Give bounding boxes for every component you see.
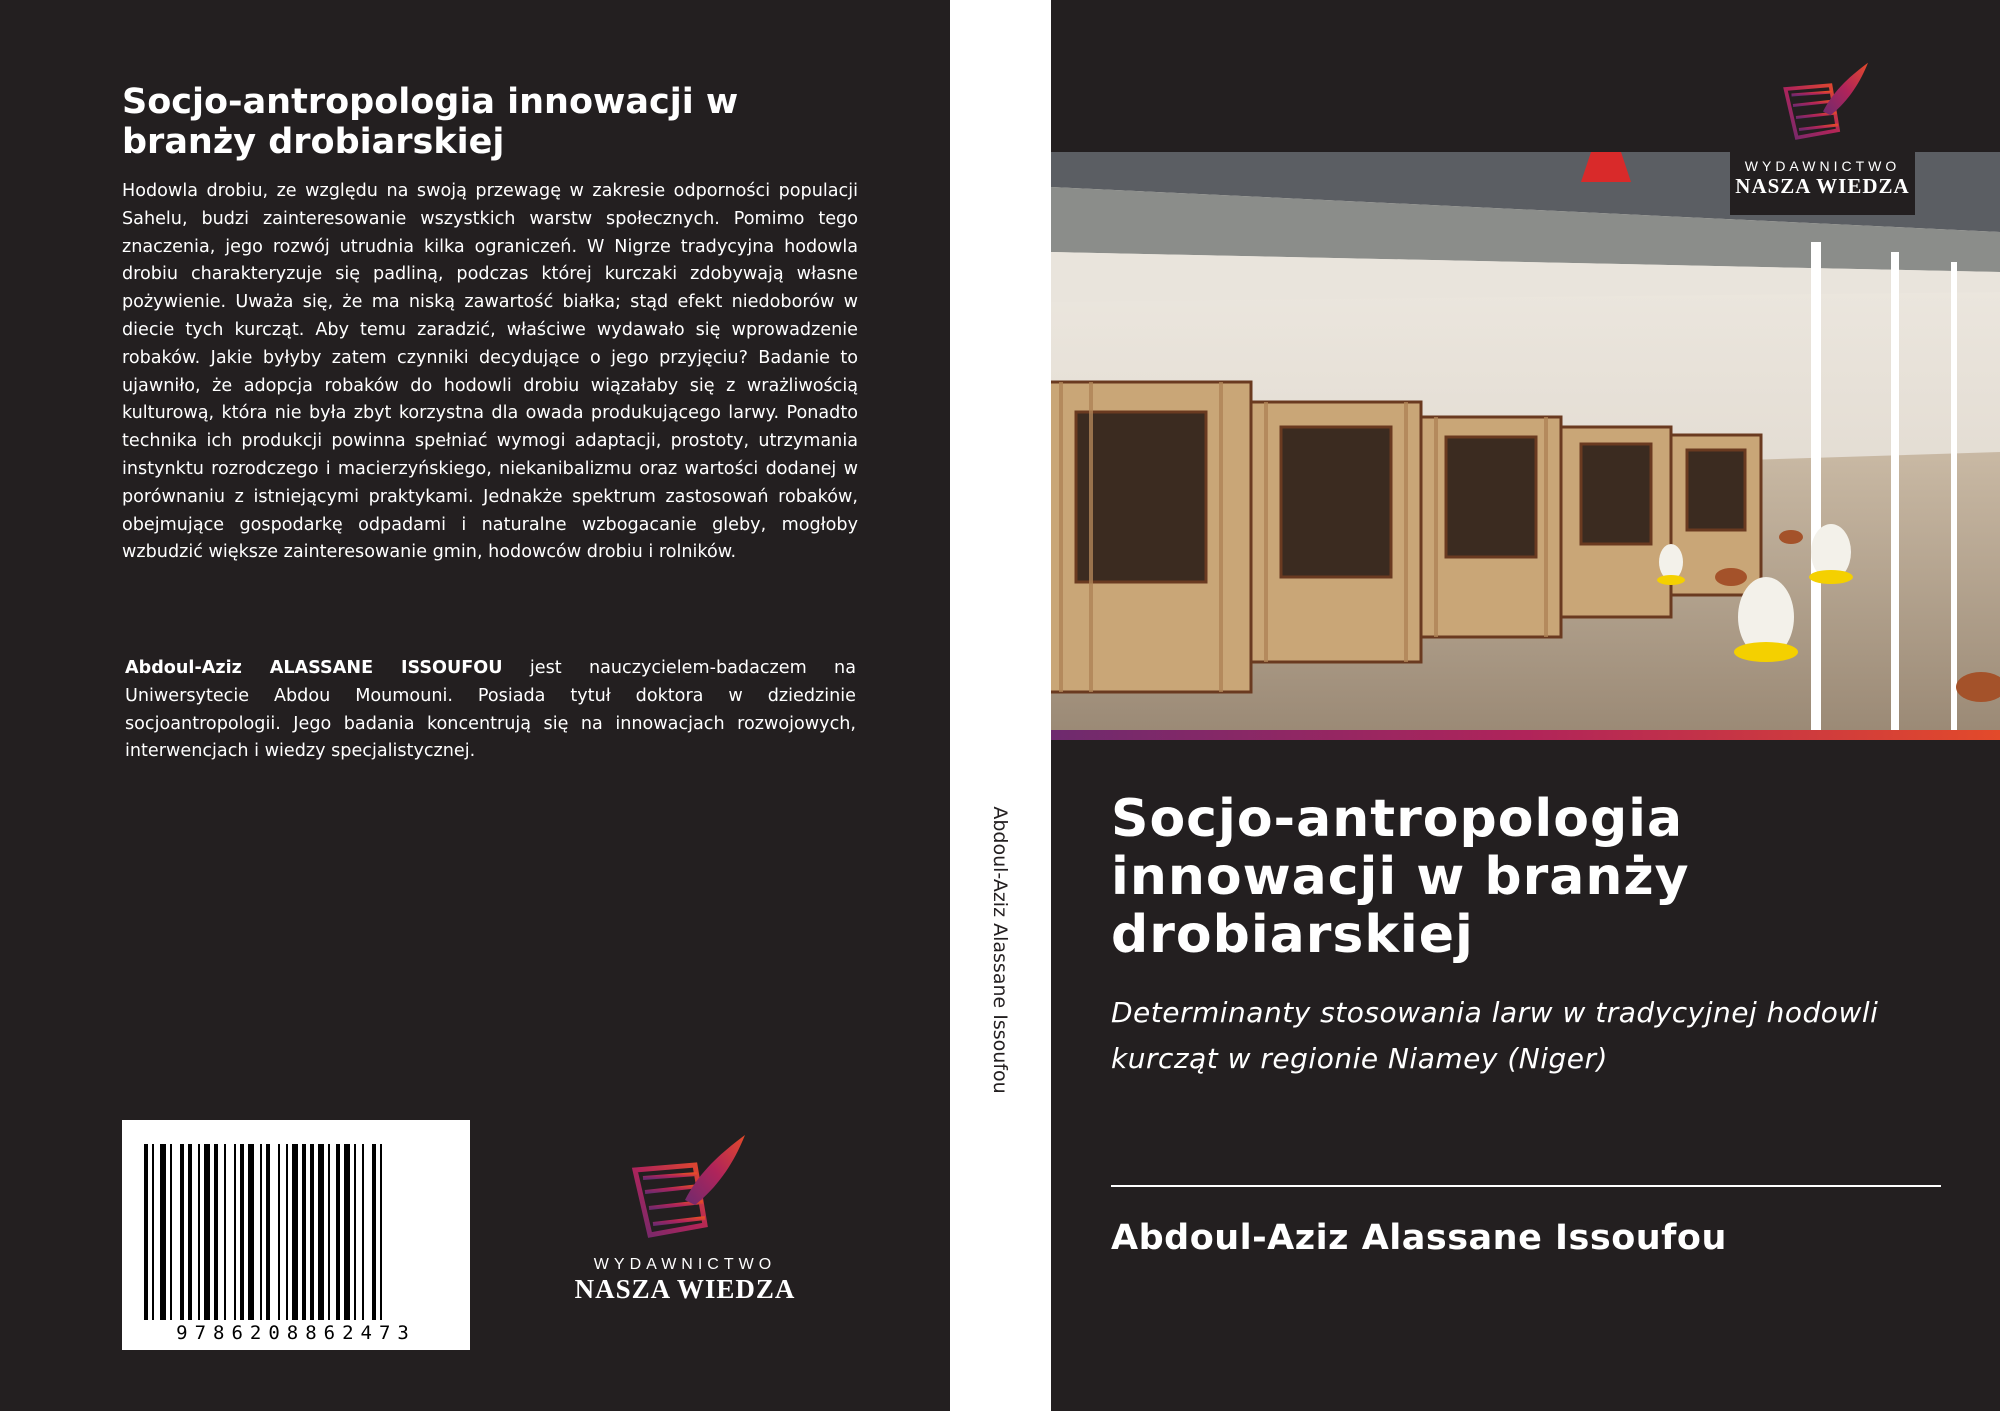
barcode-bar — [344, 1144, 350, 1320]
barcode-bar — [354, 1144, 356, 1320]
barcode-bar — [266, 1144, 270, 1320]
poultry-house-illustration — [1051, 152, 2000, 730]
barcode-bar — [234, 1144, 236, 1320]
barcode-bar — [224, 1144, 226, 1320]
front-logo-top: WYDAWNICTWO — [1744, 158, 1901, 174]
barcode-bar — [170, 1144, 172, 1320]
front-subtitle: Determinanty stosowania larw w tradycyjnej hodowli kurcząt w regionie Niamey (Niger) — [1111, 996, 1879, 1075]
barcode-bar — [310, 1144, 314, 1320]
book-feather-logo-icon — [1763, 54, 1883, 154]
barcode-bar — [160, 1144, 166, 1320]
cover-photo — [1051, 152, 2000, 730]
spine — [950, 0, 1050, 1411]
barcode-bar — [240, 1144, 244, 1320]
barcode-bar — [214, 1144, 218, 1320]
front-logo-name: NASZA WIEDZA — [1735, 174, 1910, 198]
barcode-bar — [204, 1144, 210, 1320]
barcode-bar — [336, 1144, 340, 1320]
barcode-bar — [144, 1144, 148, 1320]
back-logo-name: NASZA WIEDZA — [574, 1274, 796, 1304]
barcode-bar — [318, 1144, 324, 1320]
back-blurb: Hodowla drobiu, ze względu na swoją przewagę w zakresie odporności populacji Sahelu, budzi zainteresowanie wszystkich warstw społecznych. Pomimo tego znaczenia, jego rozwój utrudnia kilka ograniczeń. W Nigrze tradycyjna hodowla drobiu charakteryzuje się padliną, podczas której kurczaki zdobywają własne pożywienie. Uważa się, że ma niską zawartość białka; stąd efekt niedoborów w diecie tych kurcząt. Aby temu zaradzić, właściwe wydawało się wprowadzenie robaków. Jakie byłyby zatem czynniki decydujące o jego przyjęciu? Badanie to ujawniło, że adopcja robaków do hodowli drobiu wiązałaby się z wrażliwością kulturową, która nie była zbyt korzystna dla owada produkującego larwy. Ponadto technika ich produkcji powinna spełniać wymogi adaptacji, prostoty, utrzymania instynktu rozrodczego i macierzyńskiego, niekanibalizmu oraz wartości dodanej w porównaniu z istniejącymi praktykami. Jednakże spektrum zastosowań robaków, obejmujące gospodarkę odpadami i naturalne wzbogacanie gleby, mogłoby wzbudzić większe zainteresowanie gmin, hodowców drobiu i rolników. — [122, 181, 858, 563]
author-bio-name: Abdoul-Aziz ALASSANE ISSOUFOU — [125, 658, 503, 678]
author-bio — [125, 655, 856, 766]
barcode-bar — [328, 1144, 330, 1320]
barcode-bar — [372, 1144, 376, 1320]
back-title: Socjo-antropologia innowacji w branży drobiarskiej — [122, 82, 739, 162]
front-title: Socjo-antropologia innowacji w branży drobiarskiej — [1111, 789, 1690, 965]
front-author: Abdoul-Aziz Alassane Issoufou — [1111, 1218, 1727, 1258]
barcode-bar — [362, 1144, 364, 1320]
barcode-bar — [198, 1144, 200, 1320]
spine-author: Abdoul-Aziz Alassane Issoufou — [989, 806, 1011, 1094]
barcode-bar — [188, 1144, 192, 1320]
barcode-bar — [180, 1144, 184, 1320]
isbn-digits: 9786208862473 — [176, 1322, 416, 1344]
barcode-bar — [292, 1144, 298, 1320]
front-publisher-logo — [1730, 50, 1915, 215]
accent-stripe — [1051, 730, 2000, 740]
barcode-bar — [286, 1144, 288, 1320]
barcode-bar — [380, 1144, 382, 1320]
barcode-bar — [278, 1144, 280, 1320]
barcode-bar — [260, 1144, 262, 1320]
divider — [1111, 1185, 1941, 1187]
author-bio-text: jest nauczycielem-badaczem na Uniwersytecie Abdou Moumouni. Posiada tytuł doktora w dziedzinie socjoantropologii. Jego badania koncentrują się na innowacjach rozwojowych, interwencjach i wiedzy specjalistycznej. — [125, 658, 856, 762]
barcode-bar — [248, 1144, 254, 1320]
back-logo-top: WYDAWNICTWO — [593, 1256, 777, 1273]
back-publisher-logo — [555, 1130, 815, 1305]
book-feather-logo-icon — [605, 1130, 765, 1250]
barcode-bar — [152, 1144, 154, 1320]
isbn-barcode — [122, 1120, 470, 1350]
barcode-bar — [302, 1144, 306, 1320]
barcode-bars — [122, 1120, 470, 1320]
